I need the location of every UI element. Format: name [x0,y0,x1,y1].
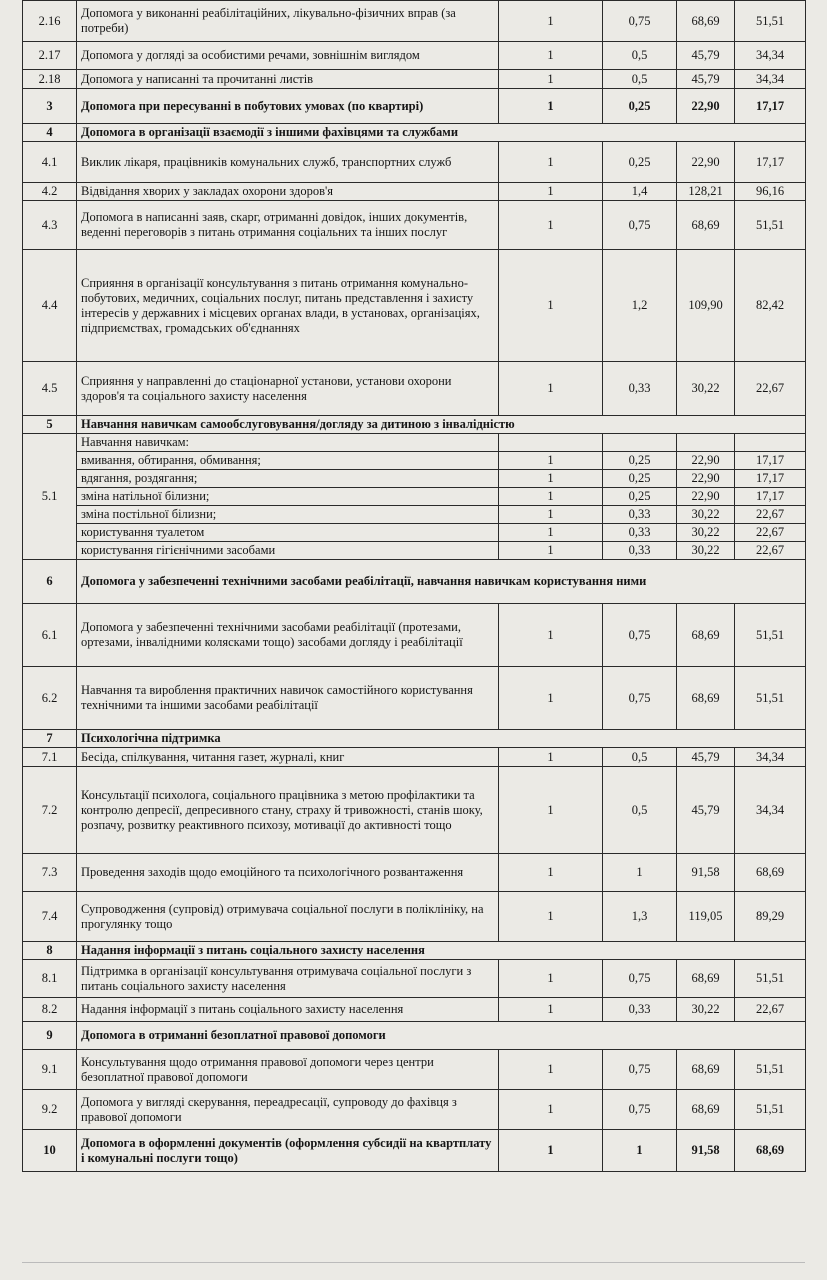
row-description-cell: Навчання навичкам: [77,434,499,452]
row-number-cell: 5.1 [23,434,77,560]
coefficient-cell: 1,4 [603,183,677,201]
unit-cell: 1 [499,1090,603,1130]
table-row [23,1,806,42]
unit-cell: 1 [499,998,603,1022]
row-description-cell: Допомога в написанні заяв, скарг, отриманні довідок, інших документів, веденні переговорів з питань отримання соціальних та інших послуг [77,201,499,250]
coefficient-cell: 0,75 [603,201,677,250]
table-row [23,142,806,183]
value-cell: 51,51 [735,604,806,667]
value-cell: 22,90 [677,488,735,506]
row-number-cell: 9 [23,1022,77,1050]
table-row [23,960,806,998]
row-number-cell: 8.1 [23,960,77,998]
unit-cell: 1 [499,488,603,506]
value-cell: 30,22 [677,542,735,560]
row-description-cell: зміна постільної білизни; [77,506,499,524]
row-number-cell: 10 [23,1130,77,1172]
empty-cell [677,434,735,452]
table-row [23,542,806,560]
table-row [23,183,806,201]
coefficient-cell: 0,5 [603,767,677,854]
coefficient-cell: 0,5 [603,748,677,767]
value-cell: 82,42 [735,250,806,362]
section-title-cell: Надання інформації з питань соціального захисту населення [77,942,806,960]
value-cell: 119,05 [677,892,735,942]
row-description-cell: Допомога у догляді за особистими речами, зовнішнім виглядом [77,42,499,70]
empty-cell [603,434,677,452]
value-cell: 68,69 [677,201,735,250]
value-cell: 30,22 [677,524,735,542]
row-number-cell: 7 [23,730,77,748]
unit-cell: 1 [499,960,603,998]
table-row [23,854,806,892]
services-table [22,0,806,1172]
value-cell: 68,69 [677,1,735,42]
coefficient-cell: 0,5 [603,70,677,89]
value-cell: 109,90 [677,250,735,362]
value-cell: 22,90 [677,89,735,124]
row-number-cell: 6.1 [23,604,77,667]
unit-cell: 1 [499,524,603,542]
unit-cell: 1 [499,604,603,667]
table-row [23,998,806,1022]
table-row [23,560,806,604]
value-cell: 17,17 [735,142,806,183]
table-row [23,488,806,506]
value-cell: 45,79 [677,42,735,70]
unit-cell: 1 [499,1130,603,1172]
value-cell: 34,34 [735,767,806,854]
value-cell: 17,17 [735,452,806,470]
row-description-cell: Навчання та вироблення практичних навичок самостійного користування технічними та іншими засобами реабілітації [77,667,499,730]
value-cell: 51,51 [735,1,806,42]
coefficient-cell: 1 [603,854,677,892]
value-cell: 68,69 [677,667,735,730]
coefficient-cell: 0,25 [603,142,677,183]
empty-cell [735,434,806,452]
row-description-cell: Відвідання хворих у закладах охорони здоров'я [77,183,499,201]
row-number-cell: 6 [23,560,77,604]
unit-cell: 1 [499,89,603,124]
row-description-cell: Допомога при пересуванні в побутових умовах (по квартирі) [77,89,499,124]
table-row [23,42,806,70]
table-row [23,70,806,89]
coefficient-cell: 0,75 [603,960,677,998]
row-description-cell: Підтримка в організації консультування отримувача соціальної послуги з питань соціального захисту населення [77,960,499,998]
row-description-cell: Проведення заходів щодо емоційного та психологічного розвантаження [77,854,499,892]
row-description-cell: Консультації психолога, соціального працівника з метою профілактики та контролю депресії, депресивного стану, страху й тривожності, станів шоку, розпачу, розвитку реактивного психозу, мотивації до активності тощо [77,767,499,854]
row-description-cell: вдягання, роздягання; [77,470,499,488]
value-cell: 96,16 [735,183,806,201]
table-row [23,667,806,730]
value-cell: 91,58 [677,1130,735,1172]
value-cell: 17,17 [735,488,806,506]
section-title-cell: Допомога у забезпеченні технічними засобами реабілітації, навчання навичкам користування ними [77,560,806,604]
value-cell: 17,17 [735,89,806,124]
value-cell: 45,79 [677,748,735,767]
unit-cell: 1 [499,250,603,362]
unit-cell: 1 [499,542,603,560]
value-cell: 34,34 [735,42,806,70]
unit-cell: 1 [499,667,603,730]
unit-cell: 1 [499,470,603,488]
row-number-cell: 4.4 [23,250,77,362]
value-cell: 30,22 [677,998,735,1022]
section-title-cell: Допомога в організації взаємодії з іншими фахівцями та службами [77,124,806,142]
unit-cell: 1 [499,506,603,524]
table-row [23,362,806,416]
row-description-cell: Консультування щодо отримання правової допомоги через центри безоплатної правової допомоги [77,1050,499,1090]
table-row [23,942,806,960]
unit-cell: 1 [499,1050,603,1090]
table-row [23,748,806,767]
coefficient-cell: 0,25 [603,470,677,488]
coefficient-cell: 1,2 [603,250,677,362]
unit-cell: 1 [499,42,603,70]
unit-cell: 1 [499,70,603,89]
row-number-cell: 7.1 [23,748,77,767]
empty-cell [499,434,603,452]
value-cell: 68,69 [677,604,735,667]
row-description-cell: Надання інформації з питань соціального захисту населення [77,998,499,1022]
value-cell: 51,51 [735,1050,806,1090]
row-description-cell: Допомога у написанні та прочитанні листів [77,70,499,89]
value-cell: 22,67 [735,524,806,542]
value-cell: 68,69 [677,960,735,998]
coefficient-cell: 0,75 [603,1,677,42]
unit-cell: 1 [499,748,603,767]
value-cell: 17,17 [735,470,806,488]
coefficient-cell: 0,75 [603,1090,677,1130]
row-number-cell: 9.1 [23,1050,77,1090]
value-cell: 22,67 [735,506,806,524]
row-number-cell: 7.2 [23,767,77,854]
section-title-cell: Допомога в отриманні безоплатної правової допомоги [77,1022,806,1050]
coefficient-cell: 0,25 [603,488,677,506]
value-cell: 68,69 [677,1090,735,1130]
value-cell: 68,69 [735,854,806,892]
value-cell: 30,22 [677,362,735,416]
table-row [23,1022,806,1050]
row-number-cell: 4 [23,124,77,142]
value-cell: 51,51 [735,201,806,250]
row-number-cell: 7.4 [23,892,77,942]
table-row [23,767,806,854]
coefficient-cell: 0,33 [603,506,677,524]
row-number-cell: 8 [23,942,77,960]
row-number-cell: 2.16 [23,1,77,42]
coefficient-cell: 1,3 [603,892,677,942]
coefficient-cell: 0,75 [603,1050,677,1090]
row-number-cell: 6.2 [23,667,77,730]
unit-cell: 1 [499,452,603,470]
unit-cell: 1 [499,892,603,942]
row-description-cell: Допомога в оформленні документів (оформлення субсидії на квартплату і комунальні послуги тощо) [77,1130,499,1172]
page-bottom-edge [22,1262,805,1263]
value-cell: 51,51 [735,960,806,998]
section-title-cell: Психологічна підтримка [77,730,806,748]
row-description-cell: Супроводження (супровід) отримувача соціальної послуги в поліклініку, на прогулянку тощо [77,892,499,942]
table-row [23,452,806,470]
table-row [23,250,806,362]
value-cell: 22,90 [677,142,735,183]
row-number-cell: 2.18 [23,70,77,89]
row-number-cell: 7.3 [23,854,77,892]
unit-cell: 1 [499,183,603,201]
row-number-cell: 5 [23,416,77,434]
services-table-body [23,1,806,1172]
row-description-cell: користування гігієнічними засобами [77,542,499,560]
row-description-cell: Бесіда, спілкування, читання газет, журналі, книг [77,748,499,767]
table-row [23,730,806,748]
table-row [23,201,806,250]
value-cell: 51,51 [735,1090,806,1130]
unit-cell: 1 [499,201,603,250]
section-title-cell: Навчання навичкам самообслуговування/догляду за дитиною з інвалідністю [77,416,806,434]
table-row [23,1090,806,1130]
value-cell: 22,67 [735,998,806,1022]
value-cell: 45,79 [677,70,735,89]
row-description-cell: користування туалетом [77,524,499,542]
row-number-cell: 4.5 [23,362,77,416]
row-description-cell: зміна натільної білизни; [77,488,499,506]
coefficient-cell: 1 [603,1130,677,1172]
row-description-cell: Допомога у забезпеченні технічними засобами реабілітації (протезами, ортезами, інвалідними колясками тощо) засобами догляду і реабілітації [77,604,499,667]
coefficient-cell: 0,75 [603,667,677,730]
unit-cell: 1 [499,362,603,416]
value-cell: 22,90 [677,470,735,488]
coefficient-cell: 0,33 [603,362,677,416]
row-description-cell: вмивання, обтирання, обмивання; [77,452,499,470]
value-cell: 51,51 [735,667,806,730]
coefficient-cell: 0,33 [603,998,677,1022]
coefficient-cell: 0,25 [603,89,677,124]
coefficient-cell: 0,25 [603,452,677,470]
table-row [23,470,806,488]
coefficient-cell: 0,5 [603,42,677,70]
table-row [23,604,806,667]
coefficient-cell: 0,33 [603,524,677,542]
value-cell: 34,34 [735,70,806,89]
row-description-cell: Виклик лікаря, працівників комунальних служб, транспортних служб [77,142,499,183]
row-description-cell: Сприяння у направленні до стаціонарної установи, установи охорони здоров'я та соціального захисту населення [77,362,499,416]
row-description-cell: Допомога у виконанні реабілітаційних, лікувально-фізичних вправ (за потреби) [77,1,499,42]
value-cell: 34,34 [735,748,806,767]
value-cell: 30,22 [677,506,735,524]
unit-cell: 1 [499,854,603,892]
unit-cell: 1 [499,1,603,42]
table-row [23,892,806,942]
value-cell: 91,58 [677,854,735,892]
coefficient-cell: 0,75 [603,604,677,667]
table-row [23,89,806,124]
row-number-cell: 3 [23,89,77,124]
row-description-cell: Сприяння в організації консультування з питань отримання комунально-побутових, медичних, соціальних послуг, питань представлення і захисту інтересів у державних і місцевих органах влади, в установах, організаціях, підприємствах, громадських об'єднаннях [77,250,499,362]
table-row [23,416,806,434]
table-row [23,434,806,452]
row-number-cell: 4.3 [23,201,77,250]
row-number-cell: 4.2 [23,183,77,201]
value-cell: 22,90 [677,452,735,470]
table-row [23,524,806,542]
table-row [23,506,806,524]
value-cell: 68,69 [735,1130,806,1172]
value-cell: 128,21 [677,183,735,201]
value-cell: 45,79 [677,767,735,854]
value-cell: 89,29 [735,892,806,942]
row-number-cell: 4.1 [23,142,77,183]
row-number-cell: 2.17 [23,42,77,70]
table-row [23,1050,806,1090]
coefficient-cell: 0,33 [603,542,677,560]
value-cell: 68,69 [677,1050,735,1090]
row-number-cell: 8.2 [23,998,77,1022]
value-cell: 22,67 [735,542,806,560]
table-row [23,1130,806,1172]
row-number-cell: 9.2 [23,1090,77,1130]
table-row [23,124,806,142]
value-cell: 22,67 [735,362,806,416]
row-description-cell: Допомога у вигляді скерування, переадресації, супроводу до фахівця з правової допомоги [77,1090,499,1130]
unit-cell: 1 [499,767,603,854]
unit-cell: 1 [499,142,603,183]
